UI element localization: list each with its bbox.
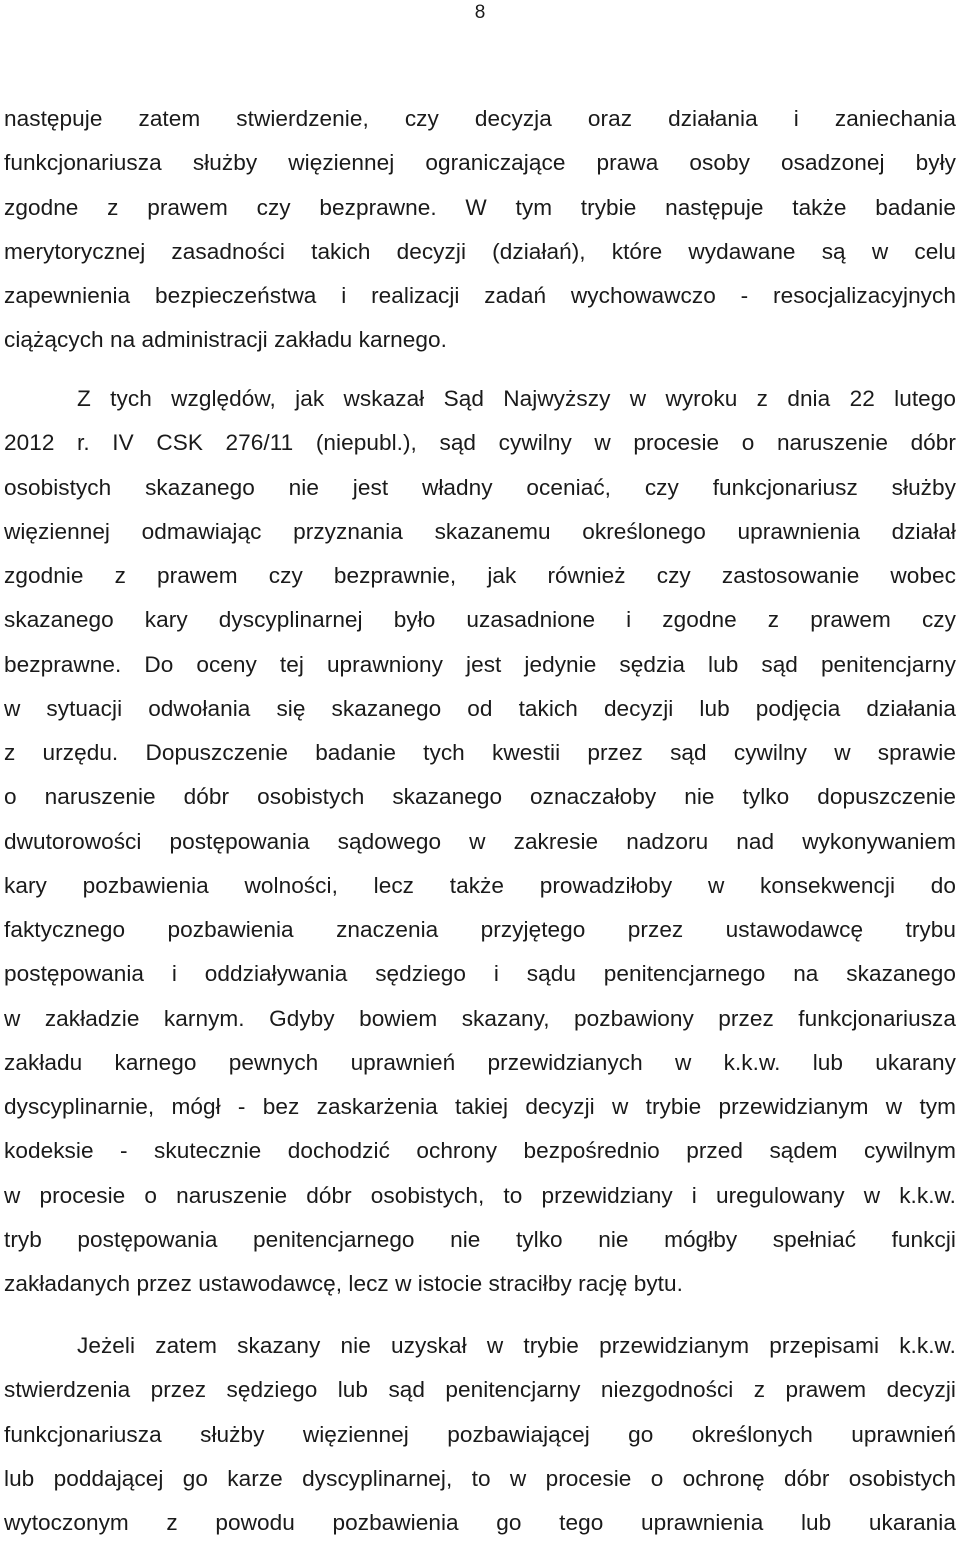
- text-line: tryb postępowania penitencjarnego nie tylko nie mógłby spełniać funkcji: [4, 1226, 956, 1252]
- text-line: zakładu karnego pewnych uprawnień przewidzianych w k.k.w. lub ukarany: [4, 1049, 956, 1075]
- text-line: więziennej odmawiając przyznania skazanemu określonego uprawnienia działał: [4, 518, 956, 544]
- text-line: osobistych skazanego nie jest władny oceniać, czy funkcjonariusz służby: [4, 474, 956, 500]
- text-line: wytoczonym z powodu pozbawienia go tego uprawnienia lub ukarania: [4, 1510, 956, 1535]
- text-line: Z tych względów, jak wskazał Sąd Najwyższy w wyroku z dnia 22 lutego: [77, 386, 956, 411]
- text-line: zgodne z prawem czy bezprawne. W tym trybie następuje także badanie: [4, 194, 956, 220]
- text-line: funkcjonariusza służby więziennej pozbawiającej go określonych uprawnień: [4, 1421, 956, 1447]
- text-line: 2012 r. IV CSK 276/11 (niepubl.), sąd cywilny w procesie o naruszenie dóbr: [4, 430, 956, 456]
- paragraph-1: [4, 97, 956, 363]
- text-line: dwutorowości postępowania sądowego w zakresie nadzoru nad wykonywaniem: [4, 828, 956, 854]
- text-line: w procesie o naruszenie dóbr osobistych, to przewidziany i uregulowany w k.k.w.: [4, 1182, 956, 1208]
- text-line: merytorycznej zasadności takich decyzji (działań), które wydawane są w celu: [4, 238, 956, 264]
- text-line: kary pozbawienia wolności, lecz także prowadziłoby w konsekwencji do: [4, 872, 956, 898]
- text-line: stwierdzenia przez sędziego lub sąd penitencjarny niezgodności z prawem decyzji: [4, 1377, 956, 1403]
- text-line: ciążących na administracji zakładu karnego.: [4, 327, 447, 353]
- text-line: z urzędu. Dopuszczenie badanie tych kwestii przez sąd cywilny w sprawie: [4, 740, 956, 765]
- text-line: o naruszenie dóbr osobistych skazanego oznaczałoby nie tylko dopuszczenie: [4, 784, 956, 810]
- text-line: w sytuacji odwołania się skazanego od takich decyzji lub podjęcia działania: [4, 695, 956, 721]
- text-line: w zakładzie karnym. Gdyby bowiem skazany, pozbawiony przez funkcjonariusza: [4, 1005, 956, 1031]
- text-line: Jeżeli zatem skazany nie uzyskał w trybie przewidzianym przepisami k.k.w.: [77, 1333, 956, 1358]
- text-line: następuje zatem stwierdzenie, czy decyzja oraz działania i zaniechania: [4, 106, 956, 131]
- text-line: lub poddającej go karze dyscyplinarnej, to w procesie o ochronę dóbr osobistych: [4, 1465, 956, 1491]
- text-line: zgodnie z prawem czy bezprawnie, jak również czy zastosowanie wobec: [4, 563, 956, 588]
- text-line: funkcjonariusza służby więziennej ograniczające prawa osoby osadzonej były: [4, 150, 956, 176]
- text-line: faktycznego pozbawienia znaczenia przyjętego przez ustawodawcę trybu: [4, 917, 956, 942]
- paragraph-3: [4, 1324, 956, 1545]
- text-line: kodeksie - skutecznie dochodzić ochrony bezpośrednio przed sądem cywilnym: [4, 1138, 956, 1164]
- text-line: skazanego kary dyscyplinarnej było uzasadnione i zgodne z prawem czy: [4, 607, 956, 633]
- page-number: 8: [474, 2, 486, 23]
- text-line: dyscyplinarnie, mógł - bez zaskarżenia takiej decyzji w trybie przewidzianym w tym: [4, 1094, 956, 1119]
- text-line: zapewnienia bezpieczeństwa i realizacji zadań wychowawczo - resocjalizacyjnych: [4, 283, 956, 308]
- text-line: zakładanych przez ustawodawcę, lecz w istocie straciłby rację bytu.: [4, 1271, 683, 1296]
- paragraph-2: [4, 377, 956, 1306]
- text-line: postępowania i oddziaływania sędziego i sądu penitencjarnego na skazanego: [4, 961, 956, 987]
- text-line: bezprawne. Do oceny tej uprawniony jest jedynie sędzia lub sąd penitencjarny: [4, 651, 956, 677]
